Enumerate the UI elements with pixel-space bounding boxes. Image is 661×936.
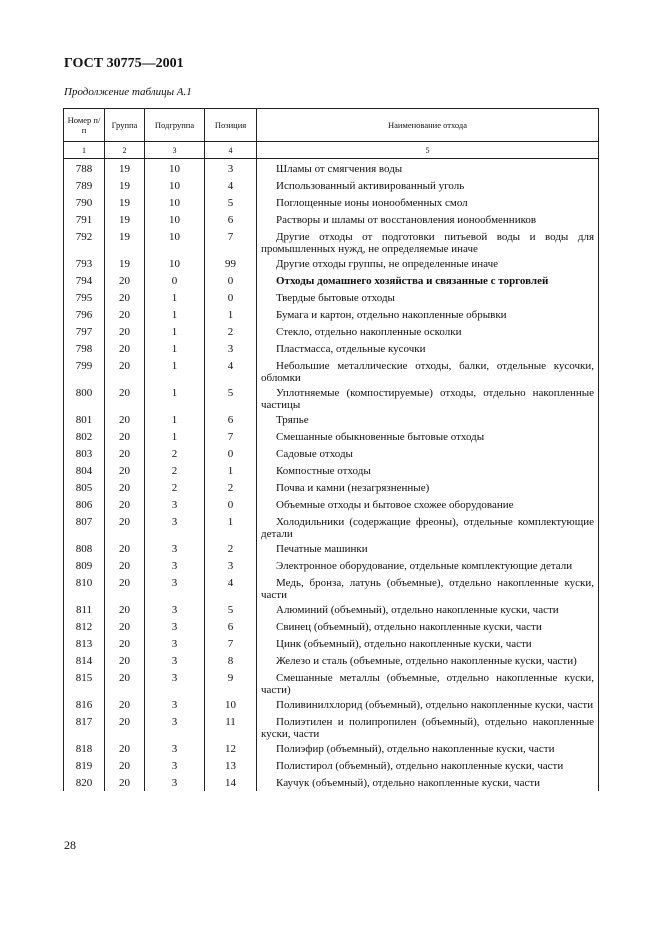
- table-row: [64, 384, 599, 411]
- row-subgroup: 3: [145, 652, 205, 669]
- row-number: 797: [64, 323, 105, 340]
- row-subgroup: 1: [145, 289, 205, 306]
- table-row: [64, 618, 599, 635]
- row-waste-name: Цинк (объемный), отдельно накопленные куски, части: [257, 635, 599, 652]
- row-waste-name: Стекло, отдельно накопленные осколки: [257, 323, 599, 340]
- column-numbers-row: [64, 142, 599, 159]
- header-row: [64, 109, 599, 142]
- col-number: 1: [64, 142, 105, 159]
- table-row: [64, 601, 599, 618]
- document-code: ГОСТ 30775—2001: [64, 56, 184, 71]
- row-number: 808: [64, 540, 105, 557]
- table-row: [64, 357, 599, 384]
- row-position: 8: [205, 652, 257, 669]
- row-number: 805: [64, 479, 105, 496]
- row-position: 13: [205, 757, 257, 774]
- col-number: 2: [105, 142, 145, 159]
- row-position: 5: [205, 384, 257, 411]
- table-row: [64, 411, 599, 428]
- table-row: [64, 445, 599, 462]
- row-waste-name: Бумага и картон, отдельно накопленные обрывки: [257, 306, 599, 323]
- row-group: 19: [105, 255, 145, 272]
- row-position: 6: [205, 211, 257, 228]
- row-subgroup: 3: [145, 740, 205, 757]
- row-subgroup: 10: [145, 194, 205, 211]
- row-position: 14: [205, 774, 257, 791]
- row-group: 20: [105, 635, 145, 652]
- row-subgroup: 10: [145, 177, 205, 194]
- table-row: [64, 159, 599, 178]
- row-group: 20: [105, 774, 145, 791]
- row-position: 6: [205, 411, 257, 428]
- row-waste-name: Электронное оборудование, отдельные комплектующие детали: [257, 557, 599, 574]
- row-position: 1: [205, 306, 257, 323]
- row-group: 20: [105, 713, 145, 740]
- row-waste-name: Полиэфир (объемный), отдельно накопленные куски, части: [257, 740, 599, 757]
- row-subgroup: 10: [145, 159, 205, 178]
- row-waste-name: Отходы домашнего хозяйства и связанные с торговлей: [257, 272, 599, 289]
- table-row: [64, 255, 599, 272]
- row-number: 788: [64, 159, 105, 178]
- row-group: 20: [105, 574, 145, 601]
- row-subgroup: 3: [145, 513, 205, 540]
- row-waste-name: Каучук (объемный), отдельно накопленные куски, части: [257, 774, 599, 791]
- row-group: 20: [105, 618, 145, 635]
- row-subgroup: 2: [145, 462, 205, 479]
- row-number: 818: [64, 740, 105, 757]
- row-position: 4: [205, 357, 257, 384]
- row-subgroup: 10: [145, 211, 205, 228]
- row-position: 5: [205, 194, 257, 211]
- row-number: 789: [64, 177, 105, 194]
- table-row: [64, 696, 599, 713]
- table-row: [64, 428, 599, 445]
- row-waste-name: Свинец (объемный), отдельно накопленные куски, части: [257, 618, 599, 635]
- row-position: 0: [205, 272, 257, 289]
- row-waste-name: Использованный активированный уголь: [257, 177, 599, 194]
- col-number: 5: [257, 142, 599, 159]
- row-subgroup: 3: [145, 757, 205, 774]
- table-row: [64, 713, 599, 740]
- row-number: 820: [64, 774, 105, 791]
- row-number: 807: [64, 513, 105, 540]
- row-position: 4: [205, 574, 257, 601]
- row-position: 11: [205, 713, 257, 740]
- row-waste-name: Смешанные металлы (объемные, отдельно накопленные куски, части): [257, 669, 599, 696]
- row-group: 20: [105, 652, 145, 669]
- row-position: 99: [205, 255, 257, 272]
- row-number: 802: [64, 428, 105, 445]
- table-row: [64, 540, 599, 557]
- row-number: 813: [64, 635, 105, 652]
- row-subgroup: 3: [145, 618, 205, 635]
- row-number: 811: [64, 601, 105, 618]
- row-subgroup: 1: [145, 357, 205, 384]
- row-number: 806: [64, 496, 105, 513]
- row-number: 796: [64, 306, 105, 323]
- row-subgroup: 3: [145, 557, 205, 574]
- row-waste-name: Алюминий (объемный), отдельно накопленные куски, части: [257, 601, 599, 618]
- row-number: 794: [64, 272, 105, 289]
- row-group: 20: [105, 340, 145, 357]
- row-waste-name: Пластмасса, отдельные кусочки: [257, 340, 599, 357]
- row-position: 0: [205, 496, 257, 513]
- row-waste-name: Холодильники (содержащие фреоны), отдельные комплектующие детали: [257, 513, 599, 540]
- row-position: 2: [205, 540, 257, 557]
- table-caption: Продолжение таблицы А.1: [64, 86, 192, 98]
- row-position: 12: [205, 740, 257, 757]
- table-row: [64, 479, 599, 496]
- row-position: 7: [205, 228, 257, 255]
- table-row: [64, 340, 599, 357]
- page-number: 28: [64, 838, 76, 852]
- row-group: 20: [105, 540, 145, 557]
- table-row: [64, 211, 599, 228]
- row-position: 7: [205, 635, 257, 652]
- col-header-position: Позиция: [205, 109, 257, 142]
- row-waste-name: Растворы и шламы от восстановления ионообменников: [257, 211, 599, 228]
- row-waste-name: Другие отходы от подготовки питьевой воды и воды для промышленных нужд, не определяемые иначе: [257, 228, 599, 255]
- row-number: 799: [64, 357, 105, 384]
- table-row: [64, 740, 599, 757]
- row-group: 20: [105, 462, 145, 479]
- table-header: [64, 109, 599, 159]
- col-number: 3: [145, 142, 205, 159]
- row-number: 793: [64, 255, 105, 272]
- table-row: [64, 306, 599, 323]
- row-group: 20: [105, 496, 145, 513]
- row-group: 20: [105, 445, 145, 462]
- table-row: [64, 289, 599, 306]
- row-position: 1: [205, 513, 257, 540]
- row-subgroup: 3: [145, 635, 205, 652]
- row-number: 795: [64, 289, 105, 306]
- row-waste-name: Уплотняемые (компостируемые) отходы, отдельно накопленные частицы: [257, 384, 599, 411]
- row-position: 9: [205, 669, 257, 696]
- row-subgroup: 10: [145, 255, 205, 272]
- table-row: [64, 557, 599, 574]
- table-body: [64, 159, 599, 792]
- row-number: 791: [64, 211, 105, 228]
- row-number: 815: [64, 669, 105, 696]
- row-waste-name: Другие отходы группы, не определенные иначе: [257, 255, 599, 272]
- row-waste-name: Печатные машинки: [257, 540, 599, 557]
- col-header-number: Номер п/п: [64, 109, 105, 142]
- row-position: 3: [205, 557, 257, 574]
- row-position: 5: [205, 601, 257, 618]
- row-group: 20: [105, 669, 145, 696]
- row-group: 20: [105, 757, 145, 774]
- row-number: 800: [64, 384, 105, 411]
- row-subgroup: 3: [145, 774, 205, 791]
- row-subgroup: 3: [145, 540, 205, 557]
- row-number: 810: [64, 574, 105, 601]
- row-number: 790: [64, 194, 105, 211]
- row-subgroup: 1: [145, 306, 205, 323]
- row-group: 20: [105, 513, 145, 540]
- row-waste-name: Объемные отходы и бытовое схожее оборудование: [257, 496, 599, 513]
- row-waste-name: Шламы от смягчения воды: [257, 159, 599, 178]
- row-position: 2: [205, 479, 257, 496]
- table-row: [64, 652, 599, 669]
- row-number: 801: [64, 411, 105, 428]
- row-waste-name: Небольшие металлические отходы, балки, отдельные кусочки, обломки: [257, 357, 599, 384]
- row-group: 19: [105, 194, 145, 211]
- table-row: [64, 496, 599, 513]
- row-number: 814: [64, 652, 105, 669]
- row-group: 19: [105, 211, 145, 228]
- row-group: 20: [105, 740, 145, 757]
- row-position: 6: [205, 618, 257, 635]
- row-group: 20: [105, 357, 145, 384]
- table-row: [64, 513, 599, 540]
- row-subgroup: 1: [145, 340, 205, 357]
- row-waste-name: Компостные отходы: [257, 462, 599, 479]
- row-group: 20: [105, 323, 145, 340]
- row-group: 20: [105, 411, 145, 428]
- table-row: [64, 635, 599, 652]
- row-waste-name: Железо и сталь (объемные, отдельно накопленные куски, части): [257, 652, 599, 669]
- row-subgroup: 3: [145, 574, 205, 601]
- row-group: 20: [105, 479, 145, 496]
- waste-table: [63, 108, 599, 791]
- row-group: 20: [105, 428, 145, 445]
- row-position: 0: [205, 445, 257, 462]
- table-row: [64, 323, 599, 340]
- row-position: 3: [205, 159, 257, 178]
- row-waste-name: Твердые бытовые отходы: [257, 289, 599, 306]
- row-subgroup: 3: [145, 669, 205, 696]
- row-group: 20: [105, 601, 145, 618]
- row-number: 812: [64, 618, 105, 635]
- row-position: 10: [205, 696, 257, 713]
- row-subgroup: 1: [145, 411, 205, 428]
- row-number: 804: [64, 462, 105, 479]
- row-number: 819: [64, 757, 105, 774]
- table-row: [64, 669, 599, 696]
- row-waste-name: Садовые отходы: [257, 445, 599, 462]
- col-header-group: Группа: [105, 109, 145, 142]
- table-row: [64, 462, 599, 479]
- row-subgroup: 1: [145, 428, 205, 445]
- row-position: 7: [205, 428, 257, 445]
- table-row: [64, 757, 599, 774]
- table-row: [64, 194, 599, 211]
- col-header-name: Наименование отхода: [257, 109, 599, 142]
- row-group: 19: [105, 177, 145, 194]
- row-waste-name: Смешанные обыкновенные бытовые отходы: [257, 428, 599, 445]
- col-number: 4: [205, 142, 257, 159]
- table-row: [64, 272, 599, 289]
- table-row: [64, 177, 599, 194]
- row-subgroup: 2: [145, 479, 205, 496]
- row-subgroup: 3: [145, 713, 205, 740]
- row-subgroup: 0: [145, 272, 205, 289]
- row-group: 20: [105, 696, 145, 713]
- row-waste-name: Полиэтилен и полипропилен (объемный), отдельно накопленные куски, части: [257, 713, 599, 740]
- row-position: 0: [205, 289, 257, 306]
- row-number: 809: [64, 557, 105, 574]
- row-subgroup: 3: [145, 696, 205, 713]
- row-waste-name: Поглощенные ионы ионообменных смол: [257, 194, 599, 211]
- row-waste-name: Почва и камни (незагрязненные): [257, 479, 599, 496]
- table-row: [64, 774, 599, 791]
- row-group: 20: [105, 289, 145, 306]
- row-number: 792: [64, 228, 105, 255]
- row-subgroup: 10: [145, 228, 205, 255]
- row-subgroup: 3: [145, 496, 205, 513]
- row-group: 20: [105, 384, 145, 411]
- row-subgroup: 3: [145, 601, 205, 618]
- row-group: 19: [105, 159, 145, 178]
- col-header-subgroup: Подгруппа: [145, 109, 205, 142]
- row-number: 798: [64, 340, 105, 357]
- row-number: 803: [64, 445, 105, 462]
- row-group: 19: [105, 228, 145, 255]
- row-subgroup: 1: [145, 384, 205, 411]
- row-waste-name: Медь, бронза, латунь (объемные), отдельно накопленные куски, части: [257, 574, 599, 601]
- row-subgroup: 2: [145, 445, 205, 462]
- row-group: 20: [105, 272, 145, 289]
- row-position: 1: [205, 462, 257, 479]
- row-number: 816: [64, 696, 105, 713]
- row-position: 3: [205, 340, 257, 357]
- row-waste-name: Тряпье: [257, 411, 599, 428]
- row-group: 20: [105, 557, 145, 574]
- row-group: 20: [105, 306, 145, 323]
- table-row: [64, 574, 599, 601]
- row-subgroup: 1: [145, 323, 205, 340]
- row-position: 2: [205, 323, 257, 340]
- row-waste-name: Полистирол (объемный), отдельно накопленные куски, части: [257, 757, 599, 774]
- row-number: 817: [64, 713, 105, 740]
- table-row: [64, 228, 599, 255]
- row-waste-name: Поливинилхлорид (объемный), отдельно накопленные куски, части: [257, 696, 599, 713]
- row-position: 4: [205, 177, 257, 194]
